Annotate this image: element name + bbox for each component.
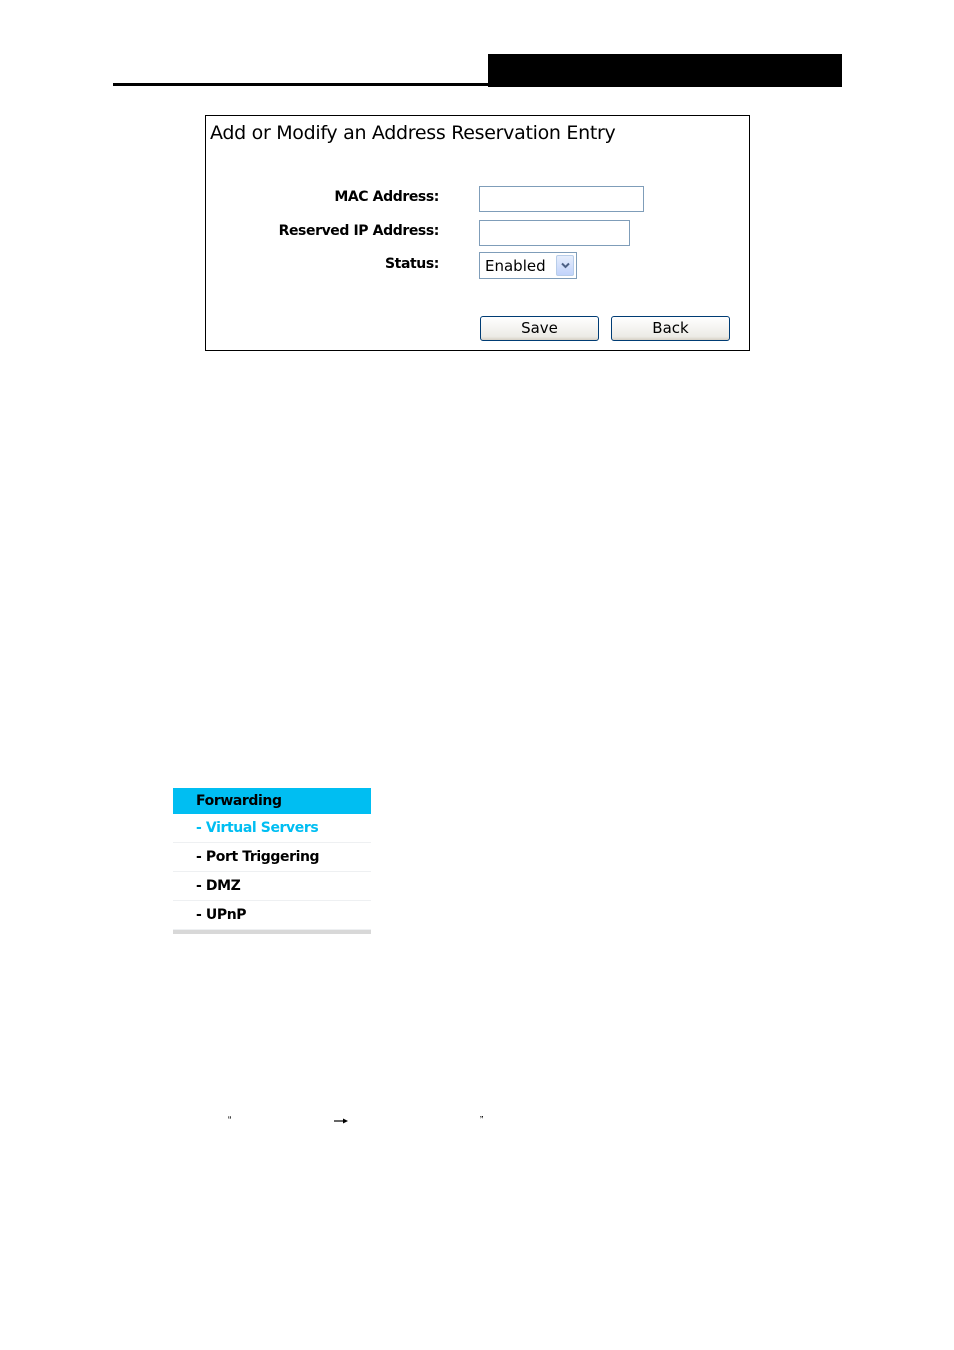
reserved-ip-input[interactable] [479, 220, 630, 246]
close-quote: ” [480, 1115, 484, 1126]
header-rule [113, 83, 489, 86]
panel-title: Add or Modify an Address Reservation Entry [210, 122, 616, 144]
open-quote: “ [228, 1115, 232, 1126]
right-arrow-icon [333, 1117, 349, 1125]
header-bar [488, 54, 842, 87]
dropdown-arrow-button[interactable] [556, 255, 574, 276]
menu-item-port-triggering[interactable]: - Port Triggering [173, 843, 371, 872]
address-reservation-panel [205, 115, 750, 351]
menu-item-virtual-servers[interactable]: - Virtual Servers [173, 814, 371, 843]
save-button[interactable]: Save [480, 316, 599, 341]
menu-item-upnp[interactable]: - UPnP [173, 901, 371, 930]
mac-address-label: MAC Address: [334, 189, 439, 205]
forwarding-menu [173, 788, 371, 934]
mac-address-input[interactable] [479, 186, 644, 212]
back-button[interactable]: Back [611, 316, 730, 341]
status-label: Status: [384, 256, 439, 272]
chevron-down-icon [561, 262, 570, 269]
status-select[interactable] [479, 252, 577, 279]
reserved-ip-label: Reserved IP Address: [278, 223, 439, 239]
menu-header-forwarding[interactable]: Forwarding [173, 788, 371, 814]
menu-footer-bar [173, 930, 371, 934]
status-selected-value: Enabled [485, 257, 546, 275]
menu-item-dmz[interactable]: - DMZ [173, 872, 371, 901]
